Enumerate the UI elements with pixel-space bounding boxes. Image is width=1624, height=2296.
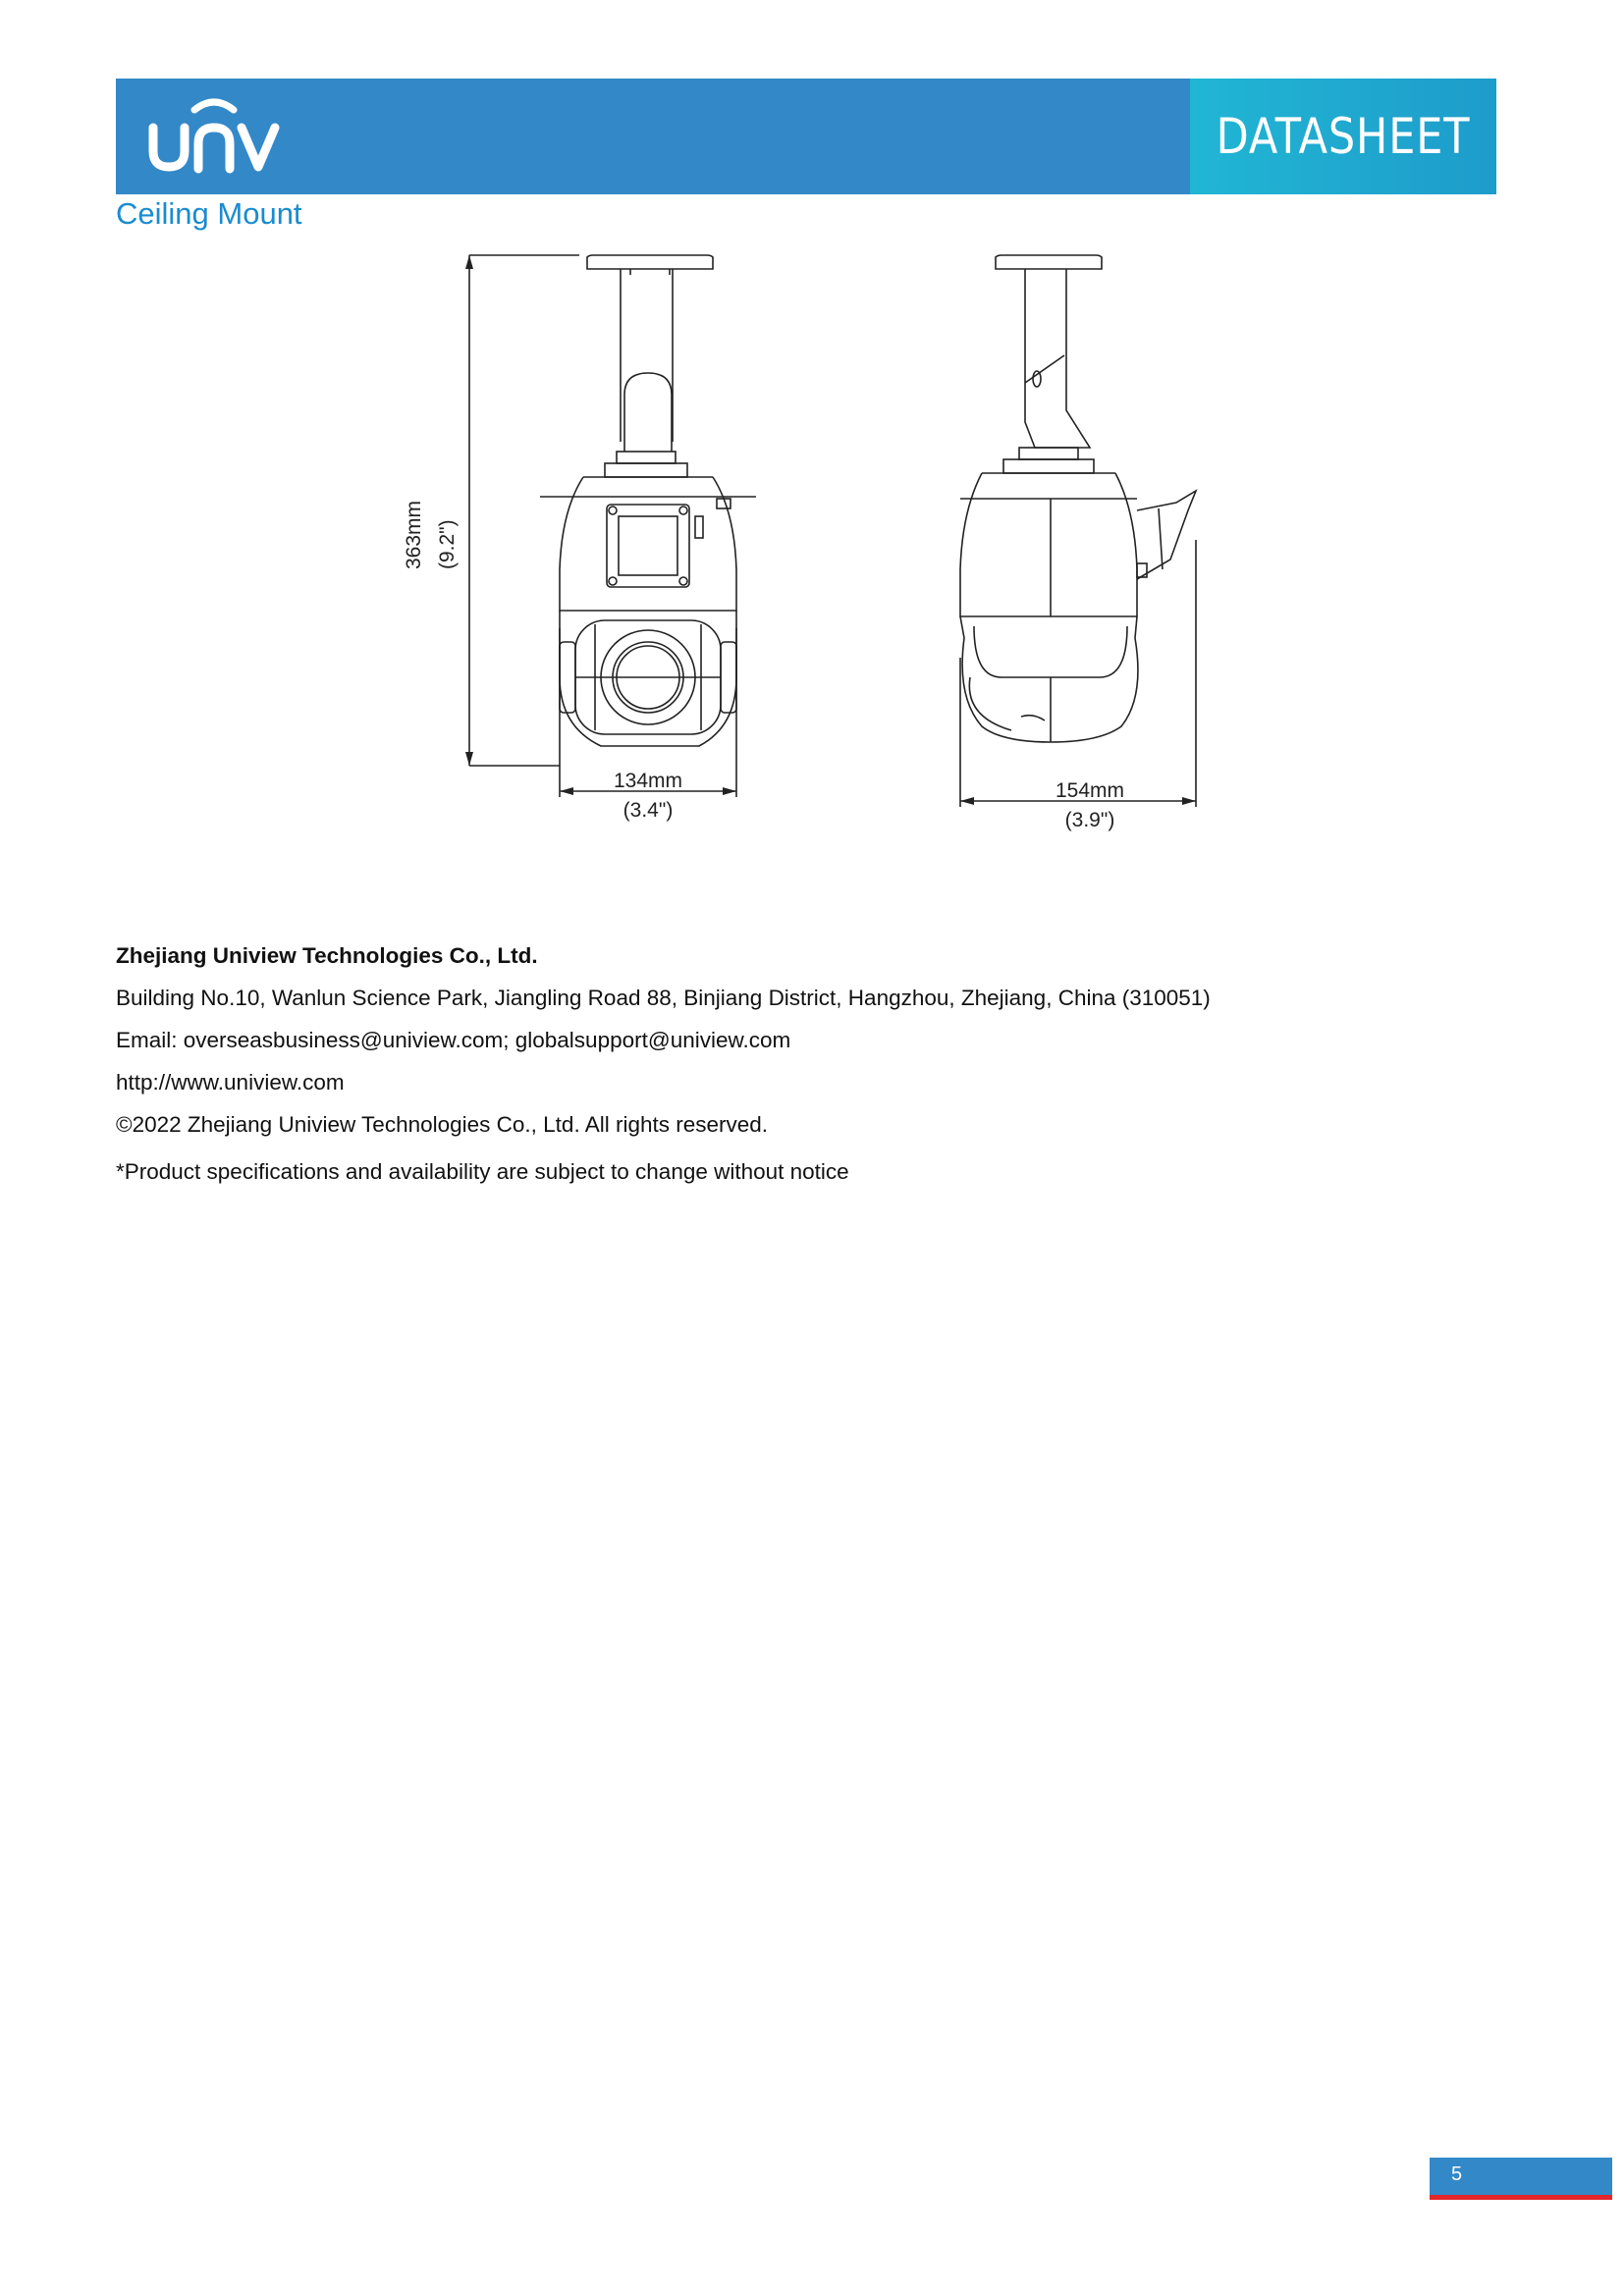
- contact-block: [116, 934, 1211, 1193]
- front-view-camera: [540, 255, 756, 746]
- spec-notice: *Product specifications and availability are subject to change without notice: [116, 1159, 849, 1184]
- company-address: Building No.10, Wanlun Science Park, Jiangling Road 88, Binjiang District, Hangzhou, Zhejiang, China (310051): [116, 986, 1211, 1010]
- side-width-in-label: (3.9"): [1064, 809, 1115, 831]
- section-title: Ceiling Mount: [116, 196, 302, 231]
- front-width-in-label: (3.4"): [623, 799, 674, 822]
- side-view-camera: [960, 255, 1196, 742]
- company-email: Email: overseasbusiness@uniview.com; globalsupport@uniview.com: [116, 1028, 791, 1052]
- unv-logo: [143, 90, 291, 179]
- front-width-mm-label: 134mm: [613, 770, 683, 792]
- page-number: 5: [1451, 2163, 1463, 2185]
- page-number-underline: [1430, 2195, 1612, 2200]
- side-width-mm-label: 154mm: [1055, 779, 1125, 802]
- height-in-label: (9.2"): [436, 519, 459, 569]
- height-mm-label: 363mm: [403, 500, 425, 569]
- company-website[interactable]: http://www.uniview.com: [116, 1070, 345, 1095]
- datasheet-label: DATASHEET: [1216, 108, 1471, 165]
- copyright-text: ©2022 Zhejiang Uniview Technologies Co., Ltd. All rights reserved.: [116, 1112, 769, 1137]
- page-number-box: [1430, 2158, 1612, 2195]
- company-name: Zhejiang Uniview Technologies Co., Ltd.: [116, 943, 538, 968]
- side-dimension-lines: [960, 540, 1196, 807]
- dimension-drawing: [373, 245, 1237, 834]
- front-dimension-lines: [469, 255, 736, 797]
